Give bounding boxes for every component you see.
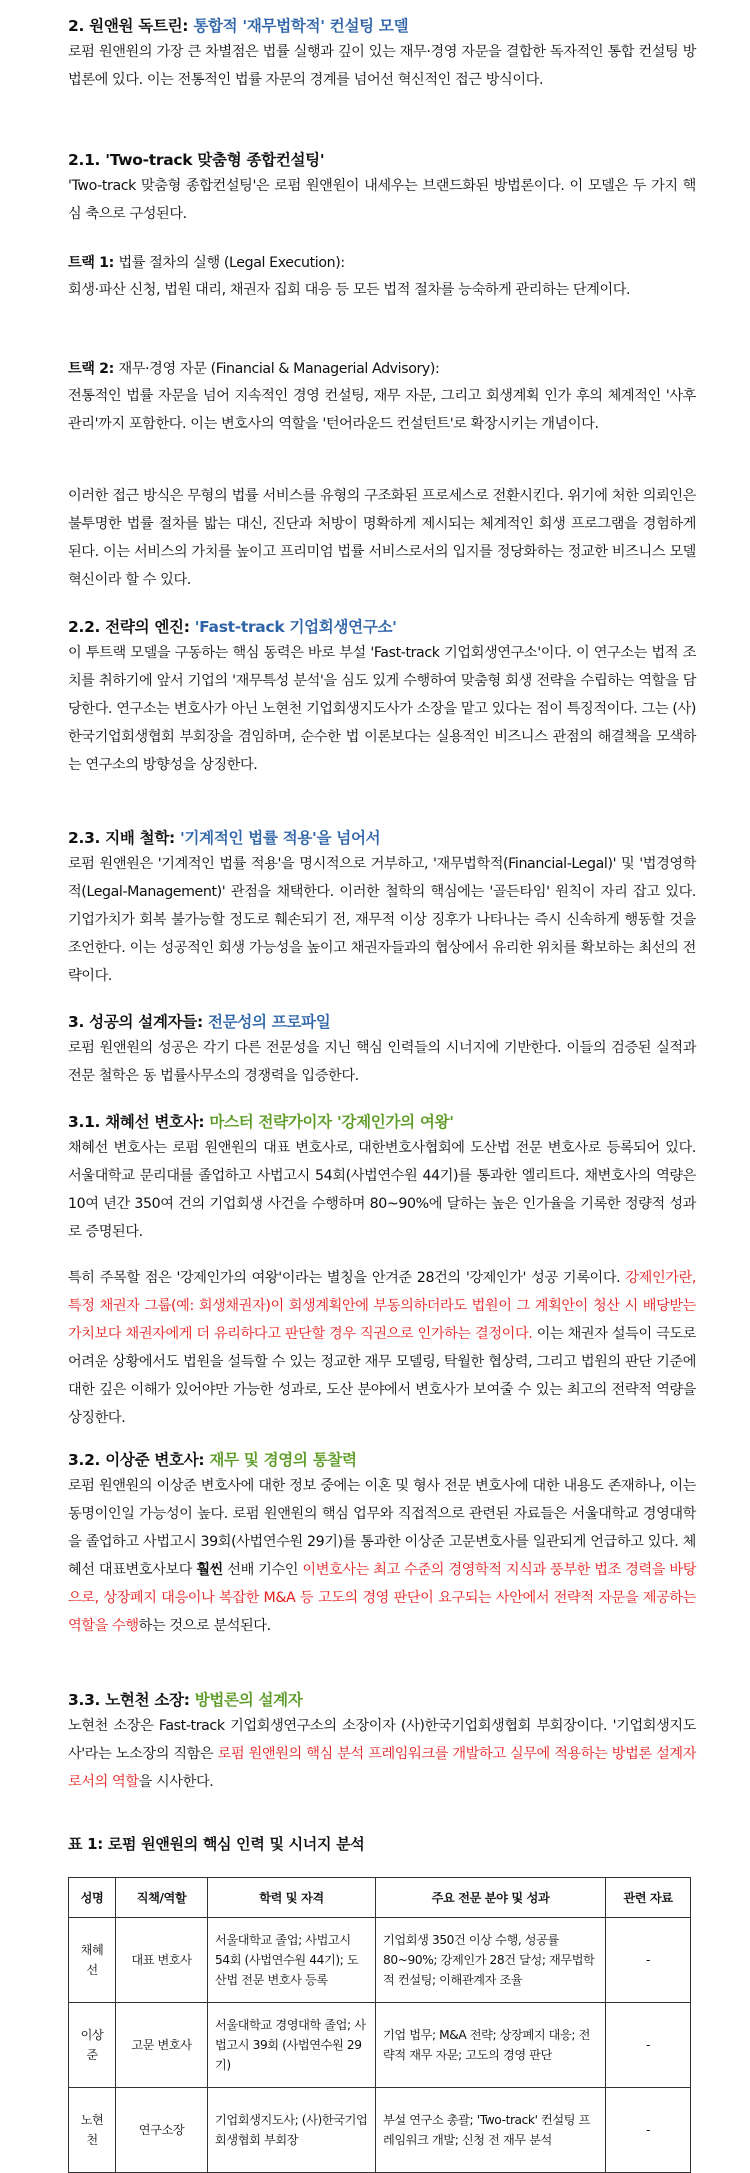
table-cell: - [606, 1918, 691, 2003]
section-3-1-heading: 3.1. 채혜선 변호사: 마스터 전략가이자 '강제인가의 여왕' [68, 1113, 454, 1131]
table-cell: 이상준 [69, 2003, 116, 2088]
section-2-3-heading: 2.3. 지배 철학: '기계적인 법률 적용'을 넘어서 [68, 829, 381, 847]
table-row [69, 2088, 691, 2173]
section-3-2-heading: 3.2. 이상준 변호사: 재무 및 경영의 통찰력 [68, 1451, 357, 1469]
table-caption: 표 1: 로펌 원앤원의 핵심 인력 및 시너지 분석 [68, 1835, 365, 1853]
table-cell: 고문 변호사 [116, 2003, 208, 2088]
section-2-1-body: 'Two-track 맞춤형 종합컨설팅'은 로펌 원앤원이 내세우는 브랜드화된 방법론이다. 이 모델은 두 가지 핵심 축으로 구성된다. [68, 178, 696, 222]
track-2-title: 트랙 2: 재무·경영 자문 (Financial & Managerial Advisory): [68, 361, 440, 377]
table-cell: 연구소장 [116, 2088, 208, 2173]
section-2-1-conclusion: 이러한 접근 방식은 무형의 법률 서비스를 유형의 구조화된 프로세스로 전환시킨다. 위기에 처한 의뢰인은 불투명한 법률 절차를 밟는 대신, 진단과 처방이 명확하게 제시되는 체계적인 회생 프로그램을 경험하게 된다. 이는 서비스의 가치를 높이고 프리미엄 법률 서비스로서의 입지를 정당화하는 정교한 비즈니스 모델 혁신이라 할 수 있다. [68, 488, 696, 588]
section-2-heading: 2. 원앤원 독트린: 통합적 '재무법학적' 컨설팅 모델 [68, 17, 409, 35]
table-cell: 기업 법무; M&A 전략; 상장폐지 대응; 전략적 재무 자문; 고도의 경영 판단 [376, 2003, 606, 2088]
section-2-1-heading: 2.1. 'Two-track 맞춤형 종합컨설팅' [68, 151, 325, 169]
column-header: 관련 자료 [606, 1878, 691, 1918]
track-1-title: 트랙 1: 법률 절차의 실행 (Legal Execution): [68, 255, 345, 271]
section-2-body: 로펌 원앤원의 가장 큰 차별점은 법률 실행과 깊이 있는 재무·경영 자문을 결합한 독자적인 통합 컨설팅 방법론에 있다. 이는 전통적인 법률 자문의 경계를 넘어선 혁신적인 접근 방식이다. [68, 44, 696, 88]
table-cell: 기업회생 350건 이상 수행, 성공률 80~90%; 강제인가 28건 달성; 재무법학적 컨설팅; 이해관계자 조율 [376, 1918, 606, 2003]
section-3-1-body: 채혜선 변호사는 로펌 원앤원의 대표 변호사로, 대한변호사협회에 도산법 전문 변호사로 등록되어 있다. 서울대학교 문리대를 졸업하고 사법고시 54회(사법연수원 44기)를 통과한 엘리트다. 채변호사의 역량은 10여 년간 350여 건의 기업회생 사건을 수행하며 80~90%에 달하는 높은 인가율을 기록한 정량적 성과로 증명된다. [68, 1140, 696, 1240]
section-3-2-body: 로펌 원앤원의 이상준 변호사에 대한 정보 중에는 이혼 및 형사 전문 변호사에 대한 내용도 존재하나, 이는 동명이인일 가능성이 높다. 로펌 원앤원의 핵심 업무와 직접적으로 관련된 자료들은 서울대학교 경영대학을 졸업하고 사법고시 39회(사법연수원 29기)를 통과한 이상준 고문변호사를 일관되게 언급하고 있다. 체혜선 대표변호사보다 훨씬 선배 기수인 이변호사는 최고 수준의 경영학적 지식과 풍부한 법조 경력을 바탕으로, 상장폐지 대응이나 복잡한 M&A 등 고도의 경영 판단이 요구되는 사안에서 전략적 자문을 제공하는 역할을 수행하는 것으로 분석된다. [68, 1478, 696, 1634]
section-2-3-body: 로펌 원앤원은 '기계적인 법률 적용'을 명시적으로 거부하고, '재무법학적(Financial-Legal)' 및 '법경영학적(Legal-Management)' 관점을 채택한다. 이러한 철학의 핵심에는 '골든타임' 원칙이 자리 잡고 있다. 기업가치가 회복 불가능할 정도로 훼손되기 전, 재무적 이상 징후가 나타나는 즉시 신속하게 행동할 것을 조언한다. 이는 성공적인 회생 가능성을 높이고 채권자들과의 협상에서 유리한 위치를 확보하는 최선의 전략이다. [68, 856, 696, 984]
table-cell: - [606, 2088, 691, 2173]
table-cell: 채혜선 [69, 1918, 116, 2003]
section-3-3-heading: 3.3. 노현천 소장: 방법론의 설계자 [68, 1691, 303, 1709]
table-cell: 부설 연구소 총괄; 'Two-track' 컨설팅 프레임워크 개발; 신청 전 재무 분석 [376, 2088, 606, 2173]
column-header: 주요 전문 분야 및 성과 [376, 1878, 606, 1918]
column-header: 직책/역할 [116, 1878, 208, 1918]
table-row [69, 2003, 691, 2088]
section-3-1-body-2: 특히 주목할 점은 '강제인가의 여왕'이라는 별칭을 안겨준 28건의 '강제인가' 성공 기록이다. 강제인가란, 특정 채권자 그룹(예: 회생채권자)이 회생계획안에 부동의하더라도 법원이 그 계획안이 청산 시 배당받는 가치보다 채권자에게 더 유리하다고 판단할 경우 직권으로 인가하는 결정이다. 이는 채권자 설득이 극도로 어려운 상황에서도 법원을 설득할 수 있는 정교한 재무 모델링, 탁월한 협상력, 그리고 법원의 판단 기준에 대한 깊은 이해가 있어야만 가능한 성과로, 도산 분야에서 변호사가 보여줄 수 있는 최고의 전략적 역량을 상징한다. [68, 1270, 696, 1426]
column-header: 성명 [69, 1878, 116, 1918]
table-cell: 서울대학교 경영대학 졸업; 사법고시 39회 (사법연수원 29기) [208, 2003, 376, 2088]
table-cell: 대표 변호사 [116, 1918, 208, 2003]
section-3-body: 로펌 원앤원의 성공은 각기 다른 전문성을 지닌 핵심 인력들의 시너지에 기반한다. 이들의 검증된 실적과 전문 철학은 동 법률사무소의 경쟁력을 입증한다. [68, 1040, 696, 1084]
column-header: 학력 및 자격 [208, 1878, 376, 1918]
section-2-2-heading: 2.2. 전략의 엔진: 'Fast-track 기업회생연구소' [68, 618, 397, 636]
personnel-table [68, 1877, 691, 2173]
section-3-3-body: 노현천 소장은 Fast-track 기업회생연구소의 소장이자 (사)한국기업회생협회 부회장이다. '기업회생지도사'라는 노소장의 직함은 로펌 원앤원의 핵심 분석 프레임워크를 개발하고 실무에 적용하는 방법론 설계자로서의 역할을 시사한다. [68, 1718, 697, 1790]
table-cell: - [606, 2003, 691, 2088]
table-header-row [69, 1878, 691, 1918]
section-3-heading: 3. 성공의 설계자들: 전문성의 프로파일 [68, 1013, 331, 1031]
table-cell: 기업회생지도사; (사)한국기업회생협회 부회장 [208, 2088, 376, 2173]
table-cell: 노현천 [69, 2088, 116, 2173]
table-cell: 서울대학교 졸업; 사법고시 54회 (사법연수원 44기); 도산법 전문 변호사 등록 [208, 1918, 376, 2003]
track-2-body: 전통적인 법률 자문을 넘어 지속적인 경영 컨설팅, 재무 자문, 그리고 회생계획 인가 후의 체계적인 '사후관리'까지 포함한다. 이는 변호사의 역할을 '턴어라운드 컨설턴트'로 확장시키는 개념이다. [68, 388, 696, 432]
track-1-body: 회생·파산 신청, 법원 대리, 채권자 집회 대응 등 모든 법적 절차를 능숙하게 관리하는 단계이다. [68, 282, 631, 298]
table-row [69, 1918, 691, 2003]
section-2-2-body: 이 투트랙 모델을 구동하는 핵심 동력은 바로 부설 'Fast-track 기업회생연구소'이다. 이 연구소는 법적 조치를 취하기에 앞서 기업의 '재무특성 분석'을 심도 있게 수행하여 맞춤형 회생 전략을 수립하는 역할을 담당한다. 연구소는 변호사가 아닌 노현천 기업회생지도사가 소장을 맡고 있다는 점이 특징적이다. 그는 (사)한국기업회생협회 부회장을 겸임하며, 순수한 법 이론보다는 실용적인 비즈니스 관점의 해결책을 모색하는 연구소의 방향성을 상징한다. [68, 645, 696, 773]
